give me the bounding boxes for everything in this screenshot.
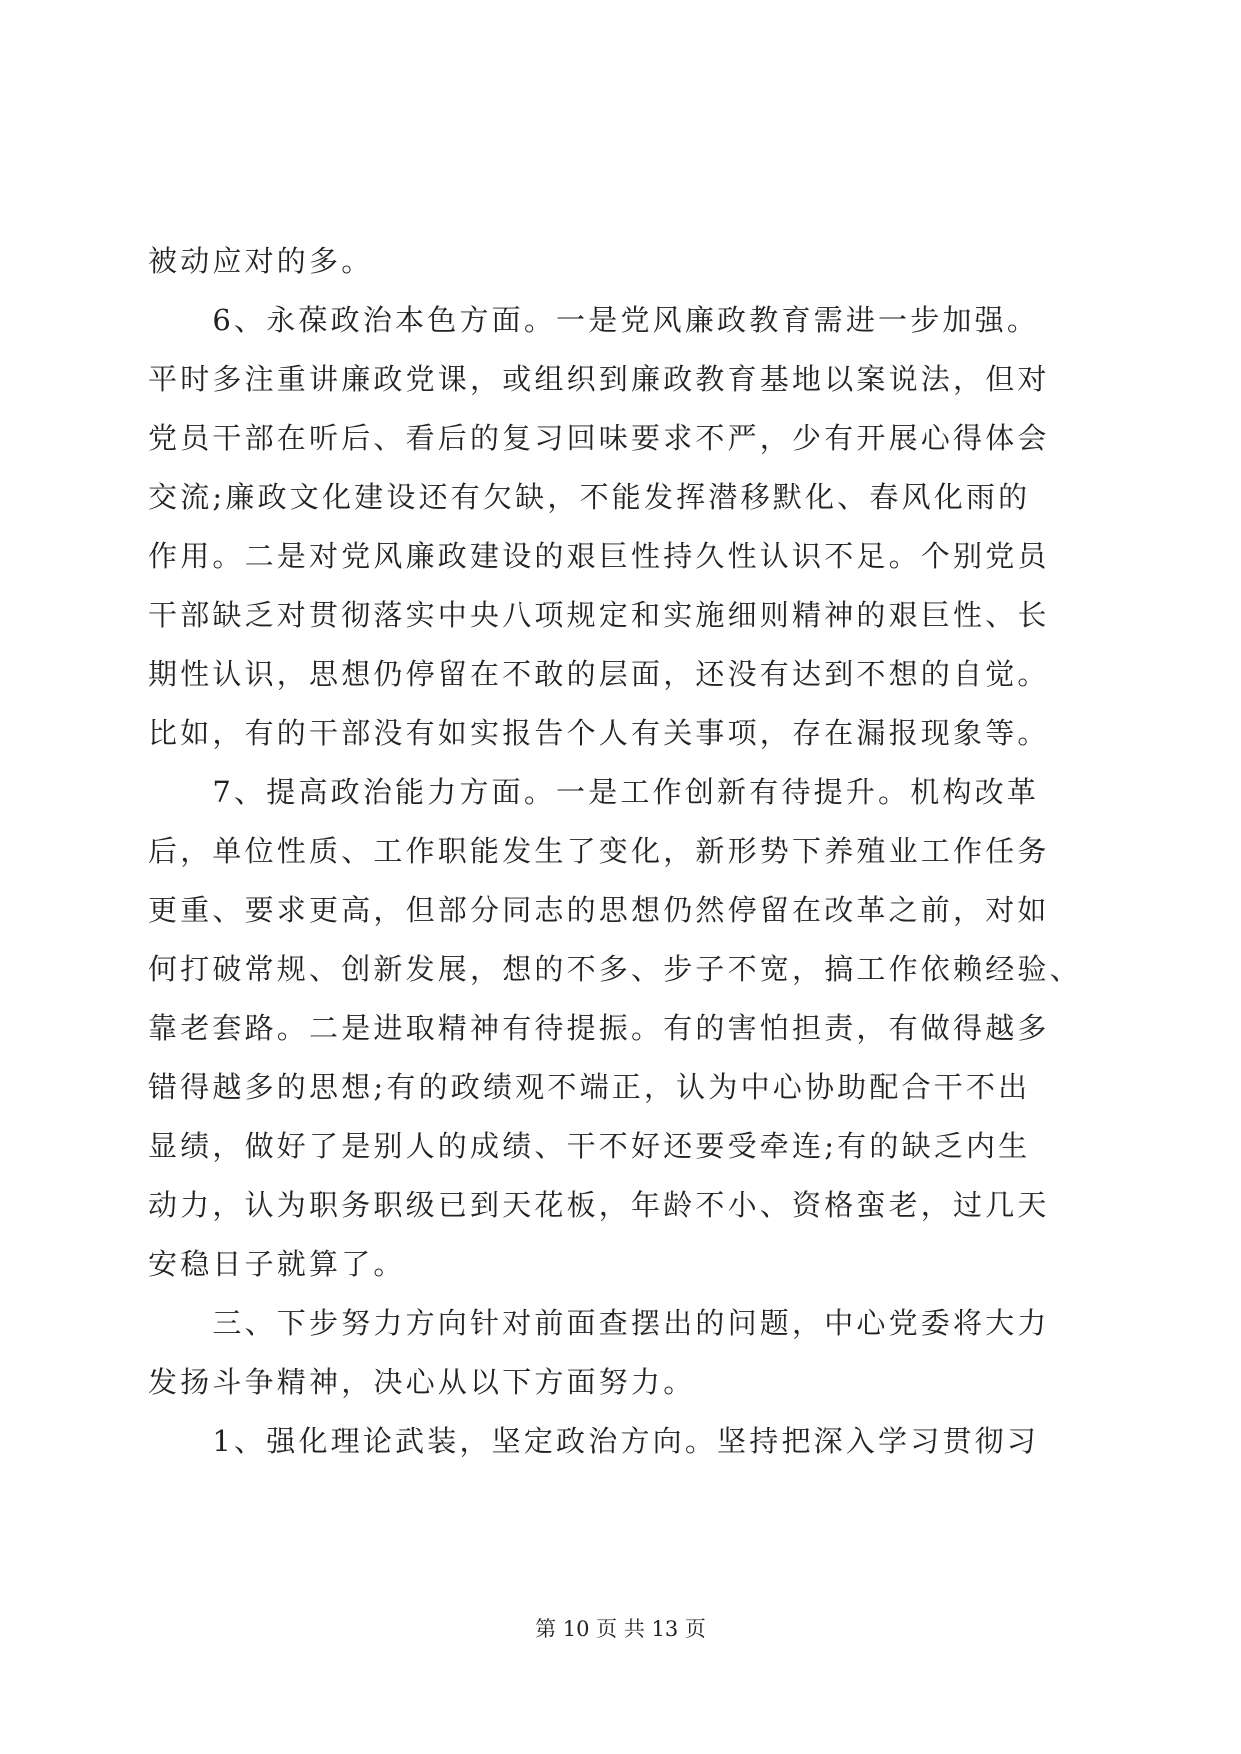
text-line: 三、下步努力方向针对前面查摆出的问题，中心党委将大力 [148,1306,1050,1340]
text-line: 7、提高政治能力方面。一是工作创新有待提升。机构改革 [148,775,1040,809]
text-line: 被动应对的多。 [148,244,374,278]
text-line: 党员干部在听后、看后的复习回味要求不严，少有开展心得体会 [148,421,1050,455]
text-line: 发扬斗争精神，决心从以下方面努力。 [148,1365,696,1399]
text-line: 作用。二是对党风廉政建设的艰巨性持久性认识不足。个别党员 [148,539,1050,573]
text-line: 比如，有的干部没有如实报告个人有关事项，存在漏报现象等。 [148,716,1050,750]
text-line: 1、强化理论武装，坚定政治方向。坚持把深入学习贯彻习 [148,1424,1040,1458]
text-line: 交流;廉政文化建设还有欠缺，不能发挥潜移默化、春风化雨的 [148,480,1031,514]
text-line: 动力，认为职务职级已到天花板，年龄不小、资格蛮老，过几天 [148,1188,1050,1222]
text-line: 何打破常规、创新发展，想的不多、步子不宽，搞工作依赖经验、 [148,952,1082,986]
text-line: 安稳日子就算了。 [148,1247,406,1281]
page-number-footer: 第 10 页 共 13 页 [535,1617,706,1641]
text-line: 更重、要求更高，但部分同志的思想仍然停留在改革之前，对如 [148,893,1050,927]
text-line: 靠老套路。二是进取精神有待提振。有的害怕担责，有做得越多 [148,1011,1050,1045]
text-line: 干部缺乏对贯彻落实中央八项规定和实施细则精神的艰巨性、长 [148,598,1050,632]
text-line: 期性认识，思想仍停留在不敢的层面，还没有达到不想的自觉。 [148,657,1050,691]
text-line: 错得越多的思想;有的政绩观不端正，认为中心协助配合干不出 [148,1070,1031,1104]
text-line: 显绩，做好了是别人的成绩、干不好还要受牵连;有的缺乏内生 [148,1129,1031,1163]
text-line: 后，单位性质、工作职能发生了变化，新形势下养殖业工作任务 [148,834,1050,868]
text-line: 平时多注重讲廉政党课，或组织到廉政教育基地以案说法，但对 [148,362,1050,396]
text-line: 6、永葆政治本色方面。一是党风廉政教育需进一步加强。 [148,303,1040,337]
body-text [148,232,1093,1471]
